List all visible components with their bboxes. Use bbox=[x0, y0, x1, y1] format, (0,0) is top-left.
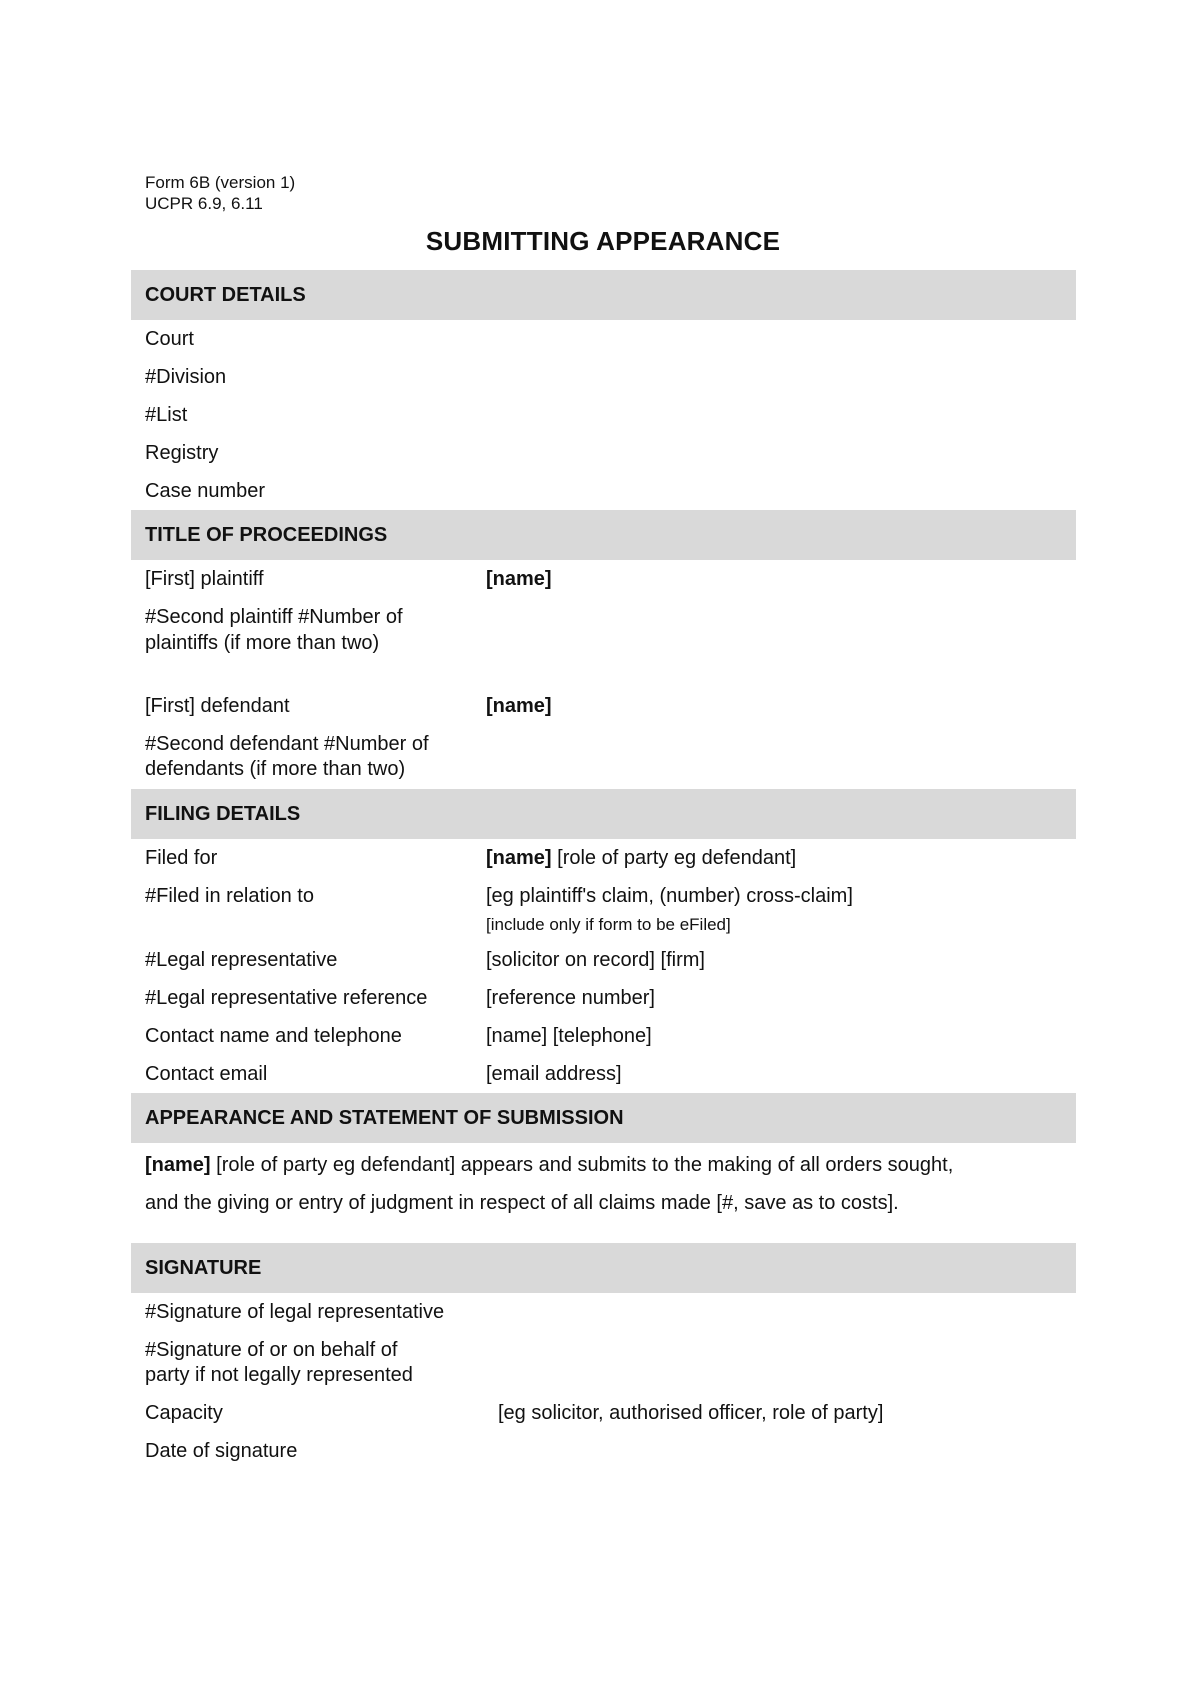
appearance-statement-line1 bbox=[145, 1154, 953, 1177]
filed-for-name: [name] bbox=[486, 847, 552, 869]
title-of-proceedings-header bbox=[131, 510, 1076, 560]
filed-for-label: Filed for bbox=[145, 847, 218, 869]
contact-name-label: Contact name and telephone bbox=[145, 1025, 402, 1047]
contact-email-value: [email address] bbox=[486, 1063, 622, 1085]
contact-name-value: [name] [telephone] bbox=[486, 1025, 652, 1047]
form-version: Form 6B (version 1) bbox=[145, 173, 296, 192]
second-plaintiff-label-line1: #Second plaintiff #Number of bbox=[145, 606, 403, 628]
second-defendant-label-line2: defendants (if more than two) bbox=[145, 758, 406, 780]
capacity-label: Capacity bbox=[145, 1402, 223, 1424]
signature-party-label-line2: party if not legally represented bbox=[145, 1364, 413, 1386]
first-plaintiff-name: [name] bbox=[486, 568, 552, 590]
registry-label: Registry bbox=[145, 442, 219, 464]
first-defendant-name: [name] bbox=[486, 695, 552, 717]
case-number-label: Case number bbox=[145, 480, 266, 502]
legal-rep-reference-value: [reference number] bbox=[486, 987, 655, 1009]
signature-header bbox=[131, 1243, 1076, 1293]
filing-details-heading: FILING DETAILS bbox=[145, 803, 301, 825]
legal-representative-label: #Legal representative bbox=[145, 949, 338, 971]
title-of-proceedings-heading: TITLE OF PROCEEDINGS bbox=[145, 524, 388, 546]
court-details-header bbox=[131, 270, 1076, 320]
appearance-statement-text: [role of party eg defendant] appears and submits to the making of all orders sought, bbox=[210, 1154, 954, 1176]
court-details-heading: COURT DETAILS bbox=[145, 284, 306, 306]
first-defendant-label: [First] defendant bbox=[145, 695, 290, 717]
filed-for-role: [role of party eg defendant] bbox=[551, 847, 797, 869]
appearance-party-name: [name] bbox=[145, 1154, 211, 1176]
second-plaintiff-label-line2: plaintiffs (if more than two) bbox=[145, 632, 380, 654]
first-plaintiff-label: [First] plaintiff bbox=[145, 568, 264, 590]
appearance-header bbox=[131, 1093, 1076, 1143]
division-label: #Division bbox=[145, 366, 227, 388]
legal-representative-value: [solicitor on record] [firm] bbox=[486, 949, 705, 971]
legal-rep-reference-label: #Legal representative reference bbox=[145, 987, 428, 1009]
capacity-value: [eg solicitor, authorised officer, role of party] bbox=[498, 1402, 884, 1424]
filed-in-relation-to-label: #Filed in relation to bbox=[145, 885, 314, 907]
page-title: SUBMITTING APPEARANCE bbox=[425, 226, 781, 256]
date-of-signature-label: Date of signature bbox=[145, 1440, 298, 1462]
filed-in-relation-to-value: [eg plaintiff's claim, (number) cross-claim] bbox=[486, 885, 853, 907]
filing-details-header bbox=[131, 789, 1076, 839]
court-label: Court bbox=[145, 328, 194, 350]
appearance-statement-line2: and the giving or entry of judgment in respect of all claims made [#, save as to costs]. bbox=[145, 1192, 899, 1214]
appearance-heading: APPEARANCE AND STATEMENT OF SUBMISSION bbox=[145, 1107, 624, 1129]
signature-heading: SIGNATURE bbox=[145, 1257, 262, 1279]
signature-legal-rep-label: #Signature of legal representative bbox=[145, 1301, 445, 1323]
filed-for-value bbox=[486, 846, 796, 871]
signature-party-label-line1: #Signature of or on behalf of bbox=[145, 1339, 398, 1361]
list-label: #List bbox=[145, 404, 188, 426]
form-rule-reference: UCPR 6.9, 6.11 bbox=[145, 194, 263, 213]
efiled-note: [include only if form to be eFiled] bbox=[486, 915, 731, 934]
second-defendant-label-line1: #Second defendant #Number of bbox=[145, 733, 429, 755]
contact-email-label: Contact email bbox=[145, 1063, 268, 1085]
